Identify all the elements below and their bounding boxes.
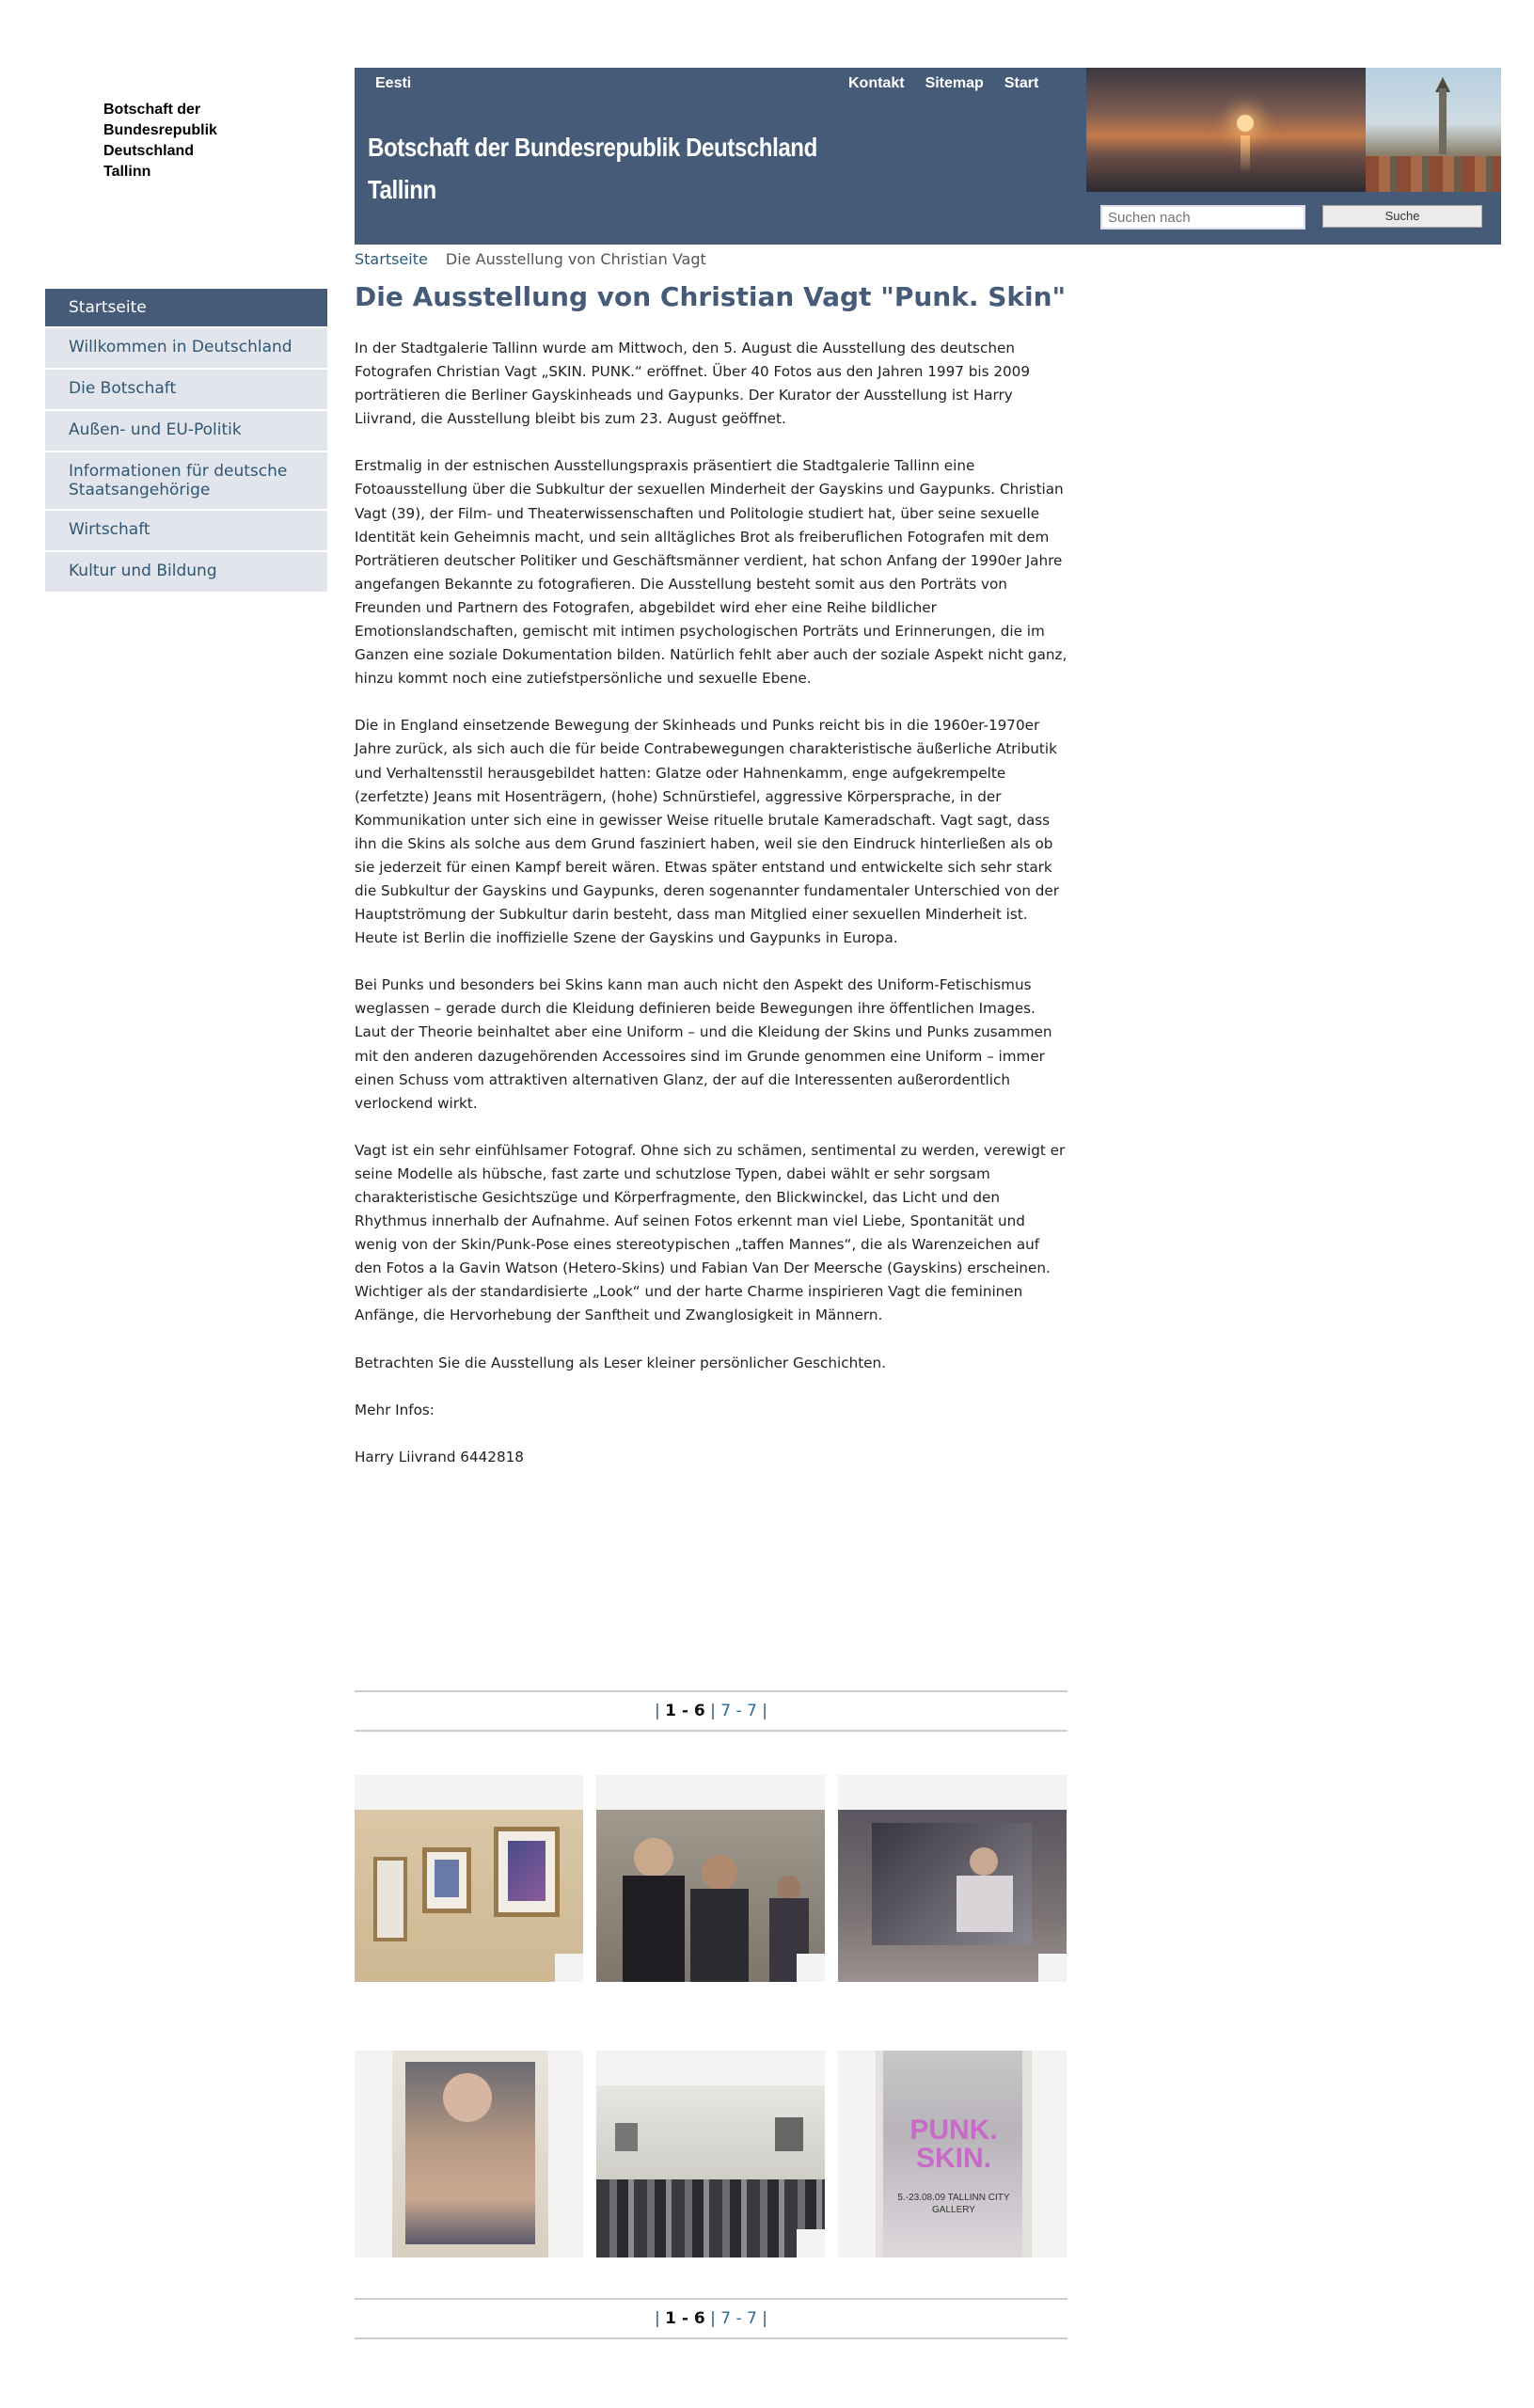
article-paragraph: Harry Liivrand 6442818	[355, 1448, 524, 1465]
person-body	[957, 1876, 1013, 1932]
article-paragraph: Betrachten Sie die Ausstellung als Leser kleiner persönlicher Geschichten.	[355, 1354, 886, 1371]
article-paragraph: Die in England einsetzende Bewegung der Skinheads und Punks reicht bis in die 1960er-1970er Jahre zurück, als sich auch die für beide Contrabewegungen charakteristische äußerliche Atributik und Verhaltensstil herausgebildet hatten: Glatze oder Hahnenkamm, enge aufgekrempelte (zerfetzte) Jeans mit Hosenträgern, (hohe) Schnürstiefel, aggressive Körpersprache, in der Kommunikation unter sich eine in gewisser Weise rituelle brutale Kameradschaft. Vagt sagt, dass ihn die Skins als solche aus dem Grund fasziniert haben, weil sie den Eindruck hinterließen als ob sie jederzeit für einen Kampf bereit wären. Etwas später entstand und entwickelte sich sehr stark die Subkultur der Gayskins und Gaypunks, deren sogenannter fundamentaler Unterschied von der Hauptströmung der Subkultur darin besteht, dass man Mitglied einer sexuellen Minderheit ist. Heute ist Berlin die inoffizielle Szene der Gayskins und Gaypunks in Europa.	[355, 717, 1060, 947]
logo-line-4: Tallinn	[103, 164, 151, 180]
article-paragraph: In der Stadtgalerie Tallinn wurde am Mittwoch, den 5. August die Ausstellung des deutschen Fotografen Christian Vagt „SKIN. PUNK.“ eröffnet. Über 40 Fotos aus den Jahren 1997 bis 2009 porträtieren die Berliner Gayskinheads und Gaypunks. Der Kurator der Ausstellung ist Harry Liivrand, die Ausstellung bleibt bis zum 23. August geöffnet.	[355, 340, 1030, 428]
gallery-thumb-1[interactable]	[355, 1775, 583, 1982]
pager-next-link[interactable]: 7 - 7	[720, 1702, 757, 1720]
pager-sep: |	[710, 1702, 716, 1720]
gallery-thumb-6[interactable]	[838, 2051, 1067, 2258]
breadcrumb-home-link[interactable]: Startseite	[355, 250, 428, 268]
site-title-line-1: Botschaft der Bundesrepublik Deutschland	[368, 133, 817, 162]
thumb-corner	[555, 1954, 583, 1982]
frame-shape	[494, 1827, 560, 1917]
sun-reflection	[1241, 135, 1250, 173]
person-head	[443, 2073, 492, 2122]
page-title: Die Ausstellung von Christian Vagt "Punk. Skin"	[355, 281, 1067, 312]
thumb-image-framed-photos	[355, 1810, 583, 1982]
wall-photo	[775, 2117, 803, 2151]
nav-kontakt[interactable]: Kontakt	[848, 75, 905, 91]
search-button[interactable]: Suche	[1322, 205, 1482, 228]
thumb-image-crowd	[596, 2085, 825, 2258]
city-roofs	[1366, 156, 1501, 192]
sidebar-item-informationen[interactable]: Informationen für deutsche Staatsangehörige	[45, 452, 327, 511]
gallery-pager-bottom	[355, 2298, 1067, 2339]
person-head	[634, 1838, 673, 1877]
gallery-thumb-4[interactable]	[355, 2051, 583, 2258]
top-nav	[848, 75, 1038, 92]
article-paragraph: Vagt ist ein sehr einfühlsamer Fotograf. Ohne sich zu schämen, sentimental zu werden, verewigt er seine Modelle als hübsche, fast zarte und schutzlose Typen, dabei wählt er sehr sorgsam charakteristische Gesichtszüge und Körperfragmente, den Blickwinckel, das Licht und den Rhythmus innerhalb der Aufnahme. Auf seinen Fotos erkennt man viel Liebe, Spontanität und wenig von der Skin/Punk-Pose eines stereotypischen „taffen Mannes“, die als Warenzeichen auf den Fotos a la Gavin Watson (Hetero-Skins) und Fabian Van Der Meersche (Gayskins) erscheinen. Wichtiger als der standardisierte „Look“ und der harte Charme inspirieren Vagt die femininen Anfänge, die Hervorhebung der Sanftheit und Zwanglosigkeit in Männern.	[355, 1141, 1066, 1324]
crowd-shape	[596, 2179, 825, 2258]
pager-sep: |	[762, 1702, 767, 1720]
logo-line-3: Deutschland	[103, 143, 195, 159]
person-body	[623, 1876, 685, 1982]
search-input[interactable]	[1100, 205, 1305, 230]
poster-subtitle: 5.-23.08.09 TALLINN CITY GALLERY	[897, 2193, 1010, 2215]
thumb-corner	[797, 1954, 825, 1982]
sidebar-item-wirtschaft[interactable]: Wirtschaft	[45, 511, 327, 552]
wall-photo	[615, 2123, 638, 2151]
person-head	[970, 1847, 998, 1876]
site-title-line-2: Tallinn	[368, 175, 436, 204]
gallery-thumb-5[interactable]	[596, 2051, 825, 2258]
logo-line-1: Botschaft der	[103, 102, 201, 118]
pager-sep: |	[655, 2309, 660, 2328]
pager-sep: |	[655, 1702, 660, 1720]
thumb-image-visitors	[596, 1810, 825, 1982]
pager-current: 1 - 6	[665, 2309, 705, 2328]
nav-start[interactable]: Start	[1004, 75, 1039, 91]
person-head	[702, 1855, 737, 1891]
thumb-image-punk-photo	[838, 1810, 1067, 1982]
person-body	[690, 1889, 749, 1982]
header-photo	[1086, 68, 1501, 192]
article-paragraph: Bei Punks und besonders bei Skins kann man auch nicht den Aspekt des Uniform-Fetischismus weglassen – gerade durch die Kleidung definieren beide Bewegungen ihre öffentlichen Images. Laut der Theorie beinhaltet aber eine Uniform – und die Kleidung der Skins und Punks zusammen mit den anderen dazugehörenden Accessoires sind im Grunde genommen eine Uniform – immer einen Schuss vom attraktiven alternativen Glanz, der auf die Interessenten außerordentlich verlockend wirkt.	[355, 976, 1052, 1112]
breadcrumb	[355, 250, 706, 268]
frame-shape	[373, 1857, 407, 1941]
sunset-photo	[1086, 68, 1366, 192]
church-tower	[1439, 88, 1447, 154]
thumb-image-poster	[876, 2051, 1032, 2258]
sun-shape	[1237, 115, 1254, 132]
embassy-logo-text[interactable]	[103, 100, 292, 182]
sidebar-item-willkommen[interactable]: Willkommen in Deutschland	[45, 328, 327, 370]
thumb-corner	[797, 2229, 825, 2258]
logo-line-2: Bundesrepublik	[103, 122, 217, 138]
thumb-corner	[1038, 1954, 1067, 1982]
breadcrumb-current: Die Ausstellung von Christian Vagt	[445, 250, 706, 268]
pager-sep: |	[762, 2309, 767, 2328]
article-paragraph: Mehr Infos:	[355, 1401, 435, 1418]
article-paragraph: Erstmalig in der estnischen Ausstellungspraxis präsentiert die Stadtgalerie Tallinn eine Fotoausstellung über die Subkultur der sexuellen Minderheit der Gayskins und Gaypunks. Christian Vagt (39), der Film- und Theaterwissenschaften und Politologie studiert hat, über seine sexuelle Identität kein Geheimnis macht, und sein alltägliches Brot als freiberuflichen Fotografen mit dem Porträtieren deutscher Politiker und Geschäftsmänner verdient, hat schon Anfang der 1990er Jahre angefangen Bekannte zu fotografieren. Die Ausstellung besteht somit aus den Porträts von Freunden und Partnern des Fotografen, abgebildet wird eher eine Reihe bildlicher Emotionslandschaften, gemischt mit intimen psychologischen Porträts und Erinnerungen, die im Ganzen eine soziale Dokumentation bilden. Natürlich fehlt aber auch der soziale Aspekt nicht ganz, hinzu kommt noch eine zutiefstpersönliche und sexuelle Ebene.	[355, 457, 1067, 688]
pager-sep: |	[710, 2309, 716, 2328]
person-head	[777, 1876, 801, 1900]
pager-next-link[interactable]: 7 - 7	[720, 2309, 757, 2328]
nav-sitemap[interactable]: Sitemap	[925, 75, 984, 91]
thumb-image-shirtless-portrait	[392, 2051, 548, 2258]
gallery-pager-top	[355, 1690, 1067, 1732]
sidebar-item-aussenpolitik[interactable]: Außen- und EU-Politik	[45, 411, 327, 452]
frame-shape	[422, 1847, 471, 1913]
gallery-thumb-2[interactable]	[596, 1775, 825, 1982]
gallery-thumb-3[interactable]	[838, 1775, 1067, 1982]
pager-current: 1 - 6	[665, 1702, 705, 1720]
sidebar-item-botschaft[interactable]: Die Botschaft	[45, 370, 327, 411]
city-photo	[1366, 68, 1501, 192]
sidebar-item-startseite[interactable]: Startseite	[45, 289, 327, 328]
sidebar-item-kultur[interactable]: Kultur und Bildung	[45, 552, 327, 594]
site-title	[368, 126, 817, 211]
sidebar-nav	[45, 289, 327, 594]
poster-title: PUNK. SKIN.	[909, 2115, 998, 2174]
language-link-eesti[interactable]: Eesti	[375, 75, 412, 91]
main-content	[355, 280, 1067, 1493]
